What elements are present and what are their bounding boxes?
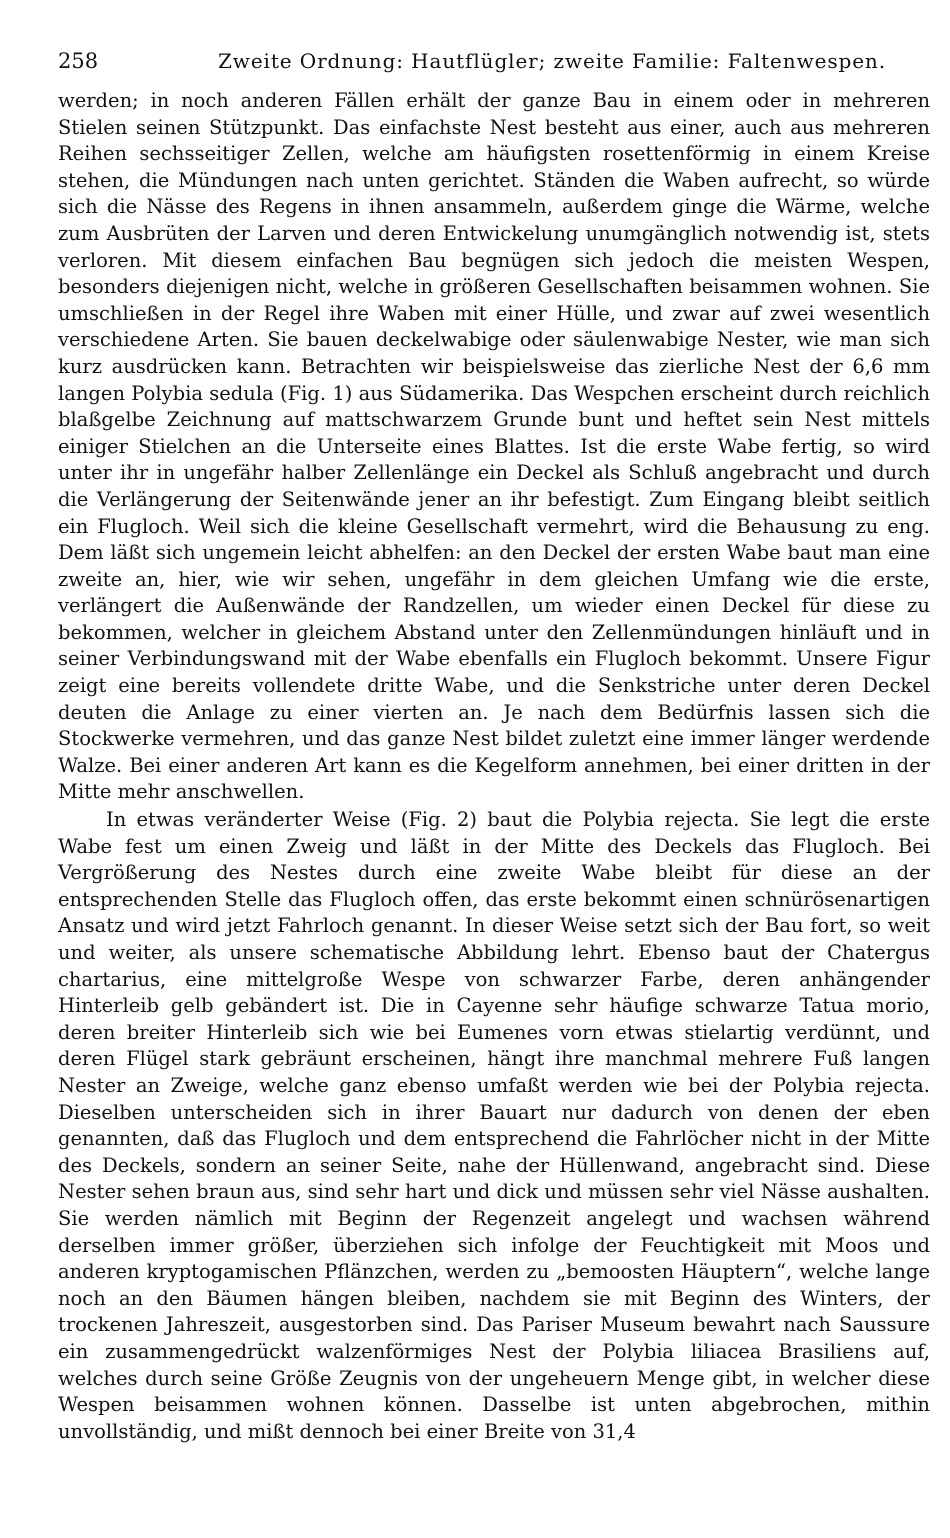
page-header (58, 44, 930, 78)
paragraph-polybia-rejecta: In etwas veränderter Weise (Fig. 2) baut die Polybia rejecta. Sie legt die erste Wabe fest um einen Zweig und läßt in der Mitte des Deckels das Flugloch. Bei Vergrößerung des Nestes durch eine zweite Wabe bleibt für diese an der entsprechenden Stelle das Flugloch offen, das erste bekommt einen schnürösenartigen Ansatz und wird jetzt Fahrloch genannt. In dieser Weise setzt sich der Bau fort, so weit und weiter, als unsere schematische Abbildung lehrt. Ebenso baut der Chatergus chartarius, eine mittelgroße Wespe von schwarzer Farbe, deren anhängender Hinterleib gelb gebändert ist. Die in Cayenne sehr häufige schwarze Tatua morio, deren breiter Hinterleib sich wie bei Eumenes vorn etwas stielartig verdünnt, und deren Flügel stark gebräunt erscheinen, hängt ihre manchmal mehrere Fuß langen Nester an Zweige, welche ganz ebenso umfaßt werden wie bei der Polybia rejecta. Dieselben unterscheiden sich in ihrer Bauart nur dadurch von denen der eben genannten, daß das Flugloch und dem entsprechend die Fahrlöcher nicht in der Mitte des Deckels, sondern an seiner Seite, nahe der Hüllenwand, angebracht sind. Diese Nester sehen braun aus, sind sehr hart und dick und müssen sehr viel Nässe aushalten. Sie werden nämlich mit Beginn der Regenzeit angelegt und wachsen während derselben immer größer, überziehen sich infolge der Feuchtigkeit mit Moos und anderen kryptogamischen Pflänzchen, werden zu „bemoosten Häuptern“, welche lange noch an den Bäumen hängen bleiben, nachdem sie mit Beginn des Winters, der trockenen Jahreszeit, ausgestorben sind. Das Pariser Museum bewahrt nach Saussure ein zusammengedrückt walzenförmiges Nest der Polybia liliacea Brasiliens auf, welches durch seine Größe Zeugnis von der ungeheuern Menge gibt, in welcher diese Wespen beisammen wohnen können. Dasselbe ist unten abgebrochen, mithin unvollständig, und mißt dennoch bei einer Breite von 31,4 (58, 808, 930, 1443)
book-page (58, 44, 930, 1445)
running-title: Zweite Ordnung: Hautflügler; zweite Familie: Faltenwespen. (218, 49, 886, 73)
body-text (58, 88, 930, 1445)
page-number: 258 (58, 49, 99, 73)
paragraph-continued: werden; in noch anderen Fällen erhält der ganze Bau in einem oder in mehreren Stielen seinen Stützpunkt. Das einfachste Nest besteht aus einer, auch aus mehreren Reihen sechsseitiger Zellen, welche am häufigsten rosettenförmig in einem Kreise stehen, die Mündungen nach unten gerichtet. Ständen die Waben aufrecht, so würde sich die Nässe des Regens in ihnen ansammeln, außerdem ginge die Wärme, welche zum Ausbrüten der Larven und deren Entwickelung unumgänglich notwendig ist, stets verloren. Mit diesem einfachen Bau begnügen sich jedoch die meisten Wespen, besonders diejenigen nicht, welche in größeren Gesellschaften beisammen wohnen. Sie umschließen in der Regel ihre Waben mit einer Hülle, und zwar auf zwei wesentlich verschiedene Arten. Sie bauen deckelwabige oder säulenwabige Nester, wie man sich kurz ausdrücken kann. Betrachten wir beispielsweise das zierliche Nest der 6,6 mm langen Polybia sedula (Fig. 1) aus Südamerika. Das Wespchen erscheint durch reichlich blaßgelbe Zeichnung auf mattschwarzem Grunde bunt und heftet sein Nest mittels einiger Stielchen an die Unterseite eines Blattes. Ist die erste Wabe fertig, so wird unter ihr in ungefähr halber Zellenlänge ein Deckel als Schluß angebracht und durch die Verlängerung der Seitenwände jener an ihr befestigt. Zum Eingang bleibt seitlich ein Flugloch. Weil sich die kleine Gesellschaft vermehrt, wird die Behausung zu eng. Dem läßt sich ungemein leicht abhelfen: an den Deckel der ersten Wabe baut man eine zweite an, hier, wie wir sehen, ungefähr in dem gleichen Umfang wie die erste, verlängert die Außenwände der Randzellen, um wieder einen Deckel für diese zu bekommen, welcher in gleichem Abstand unter den Zellenmündungen hinläuft und in seiner Verbindungswand mit der Wabe ebenfalls ein Flugloch bekommt. Unsere Figur zeigt eine bereits vollendete dritte Wabe, und die Senkstriche unter deren Deckel deuten die Anlage zu einer vierten an. Je nach dem Bedürfnis lassen sich die Stockwerke vermehren, und das ganze Nest bildet zuletzt eine immer länger werdende Walze. Bei einer anderen Art kann es die Kegelform annehmen, bei einer dritten in der Mitte mehr anschwellen. (58, 89, 930, 804)
